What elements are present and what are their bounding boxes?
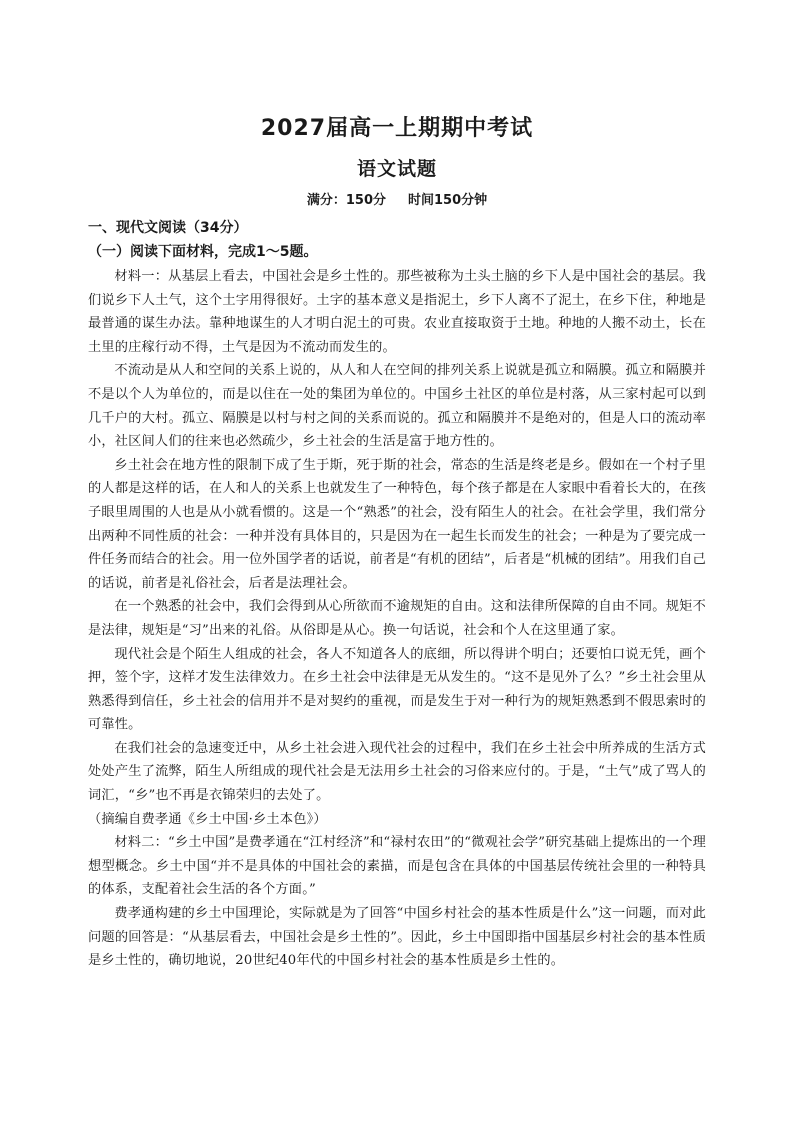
exam-meta (0, 190, 794, 212)
passage-paragraph: 现代社会是个陌生人组成的社会，各人不知道各人的底细，所以得讲个明白；还要怕口说无凭，画个押，签个字，这样才发生法律效力。在乡土社会中法律是无从发生的。“这不是见外了么？”乡土社会里从熟悉得到信任，乡土社会的信用并不是对契约的重视，而是发生于对一种行为的规矩熟悉到不假思索时的可靠性。 (88, 646, 706, 733)
part-heading: （一）阅读下面材料，完成1～5题。 (88, 244, 318, 260)
passage-paragraph: 材料二：“乡土中国”是费孝通在“江村经济”和“禄村农田”的“微观社会学”研究基础上提炼出的一个理想型概念。乡土中国“并不是具体的中国社会的素描，而是包含在具体的中国基层传统社会里的一种特具的体系，支配着社会生活的各个方面。” (88, 835, 706, 898)
source-citation: （摘编自费孝通《乡土中国·乡土本色》） (88, 811, 327, 827)
passage-paragraph: 费孝通构建的乡土中国理论，实际就是为了回答“中国乡村社会的基本性质是什么”这一问题，而对此问题的回答是：“从基层看去，中国社会是乡土性的”。因此，乡土中国即指中国基层乡村社会的基本性质是乡土性的，确切地说，20世纪40年代的中国乡村社会的基本性质是乡土性的。 (88, 906, 706, 969)
passage-paragraph: 在我们社会的急速变迁中，从乡土社会进入现代社会的过程中，我们在乡土社会中所养成的生活方式处处产生了流弊，陌生人所组成的现代社会是无法用乡土社会的习俗来应付的。于是，“土气”成了骂人的词汇，“乡”也不再是衣锦荣归的去处了。 (88, 740, 706, 804)
passage-paragraph: 乡土社会在地方性的限制下成了生于斯，死于斯的社会，常态的生活是终老是乡。假如在一个村子里的人都是这样的话，在人和人的关系上也就发生了一种特色，每个孩子都是在人家眼中看着长大的，在孩子眼里周围的人也是从小就看惯的。这是一个“熟悉”的社会，没有陌生人的社会。在社会学里，我们常分出两种不同性质的社会：一种并没有具体目的，只是因为在一起生长而发生的社会；一种是为了要完成一件任务而结合的社会。用一位外国学者的话说，前者是“有机的团结”，后者是“机械的团结”。用我们自己的话说，前者是礼俗社会，后者是法理社会。 (88, 457, 706, 591)
passage-paragraph: 材料一：从基层上看去，中国社会是乡土性的。那些被称为土头土脑的乡下人是中国社会的基层。我们说乡下人土气，这个土字用得很好。土字的基本意义是指泥土，乡下人离不了泥土，在乡下住，种地是最普通的谋生办法。靠种地谋生的人才明白泥土的可贵。农业直接取资于土地。种地的人搬不动土，长在土里的庄稼行动不得，土气是因为不流动而发生的。 (88, 269, 706, 355)
section-heading: 一、现代文阅读（34分） (88, 220, 248, 236)
passage-paragraph: 在一个熟悉的社会中，我们会得到从心所欲而不逾规矩的自由。这和法律所保障的自由不同。规矩不是法律，规矩是“习”出来的礼俗。从俗即是从心。换一句话说，社会和个人在这里通了家。 (88, 599, 706, 638)
passage-paragraph: 不流动是从人和空间的关系上说的，从人和人在空间的排列关系上说就是孤立和隔膜。孤立和隔膜并不是以个人为单位的，而是以住在一处的集团为单位的。中国乡土社区的单位是村落，从三家村起可以到几千户的大村。孤立、隔膜是以村与村之间的关系而说的。孤立和隔膜并不是绝对的，但是人口的流动率小，社区间人们的往来也必然疏少，乡土社会的生活是富于地方性的。 (88, 363, 706, 450)
reading-passage (88, 265, 706, 973)
time-label: 时间150分钟 (408, 193, 488, 208)
exam-subtitle: 语文试题 (356, 158, 437, 180)
exam-title: 2027届高一上期期中考试 (260, 116, 534, 141)
score-label: 满分：150分 (306, 193, 386, 208)
